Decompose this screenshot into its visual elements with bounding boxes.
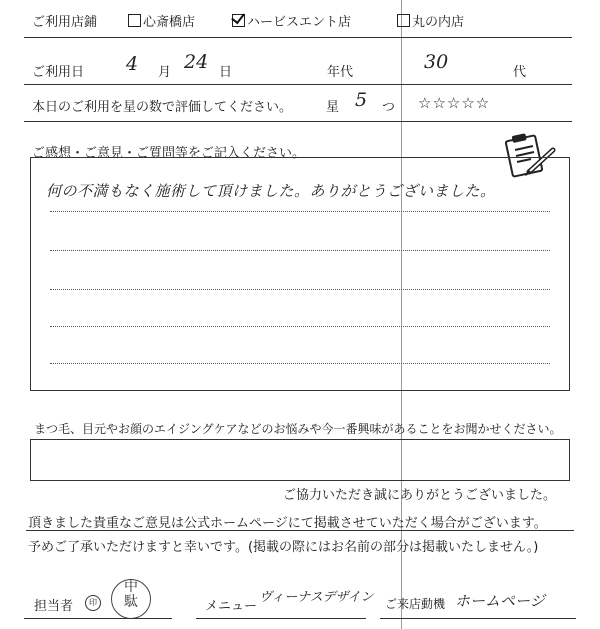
- motive-value: ホームページ: [455, 592, 545, 610]
- motive-label: ご来店動機: [385, 597, 446, 611]
- checkbox-marunouchi[interactable]: [397, 14, 410, 27]
- interest-answer-box[interactable]: [30, 439, 570, 481]
- store-option-label: ハービスエント店: [247, 15, 352, 30]
- comments-text: 何の不満もなく施術して頂けました。ありがとうございました。: [46, 182, 496, 200]
- menu-value: ヴィーナスデザイン: [259, 590, 374, 605]
- seal-mark: 印: [85, 595, 101, 611]
- staff-seal: [111, 579, 151, 619]
- visit-date-label: ご利用日: [32, 65, 85, 80]
- rating-stars: ☆☆☆☆☆: [418, 94, 491, 112]
- store-option-label: 心斎橋店: [143, 15, 196, 30]
- rating-value: 5: [355, 89, 368, 111]
- thanks-text: ご協力いただき誠にありがとうございました。: [283, 488, 557, 503]
- visit-day-value: 24: [184, 51, 209, 73]
- store-option-shinsaibashi[interactable]: [128, 11, 195, 30]
- store-option-marunouchi[interactable]: [397, 11, 464, 30]
- writing-line: [50, 363, 550, 364]
- notice-line-1: 頂きました貴重なご意見は公式ホームページにて掲載させていただく場合がございます。: [28, 516, 547, 531]
- footer-underline: [24, 618, 172, 619]
- visit-day-unit: 日: [219, 65, 233, 80]
- notice-line-2: 予めご了承いただけますと幸いです。(掲載の際にはお名前の部分は掲載いたしません。): [28, 540, 539, 555]
- writing-line: [50, 211, 550, 212]
- menu-label: メニュー: [205, 599, 258, 614]
- row-underline: [24, 84, 572, 85]
- age-value: 30: [424, 51, 449, 73]
- footer-underline: [380, 618, 576, 619]
- seal-bottom-char: 駄: [124, 594, 138, 610]
- checkbox-shinsaibashi[interactable]: [128, 14, 141, 27]
- checkbox-herbis-ent[interactable]: [232, 14, 245, 27]
- store-option-label: 丸の内店: [412, 15, 465, 30]
- rating-prompt: 本日のご利用を星の数で評価してください。: [32, 100, 293, 115]
- visit-month-value: 4: [126, 53, 139, 75]
- footer-underline: [196, 618, 366, 619]
- rating-unit: つ: [382, 100, 396, 115]
- row-underline: [24, 37, 572, 38]
- row-underline: [24, 121, 572, 122]
- seal-top-char: 中: [124, 579, 138, 595]
- store-label: ご利用店鋪: [32, 15, 98, 30]
- visit-month-unit: 月: [158, 65, 172, 80]
- interest-question: まつ毛、目元やお顔のエイジングケアなどのお悩みや今一番興味があることをお聞かせください。: [34, 422, 562, 436]
- writing-line: [50, 289, 550, 290]
- comments-label: ご感想・ご意見・ご質問等をご記入ください。: [32, 146, 306, 161]
- age-unit: 代: [513, 65, 527, 80]
- notice-underline: [26, 530, 574, 531]
- writing-line: [50, 326, 550, 327]
- rating-label: 星: [326, 100, 340, 115]
- store-option-herbis-ent[interactable]: [232, 11, 351, 30]
- writing-line: [50, 250, 550, 251]
- age-label: 年代: [327, 65, 354, 80]
- staff-label: 担当者: [34, 599, 74, 614]
